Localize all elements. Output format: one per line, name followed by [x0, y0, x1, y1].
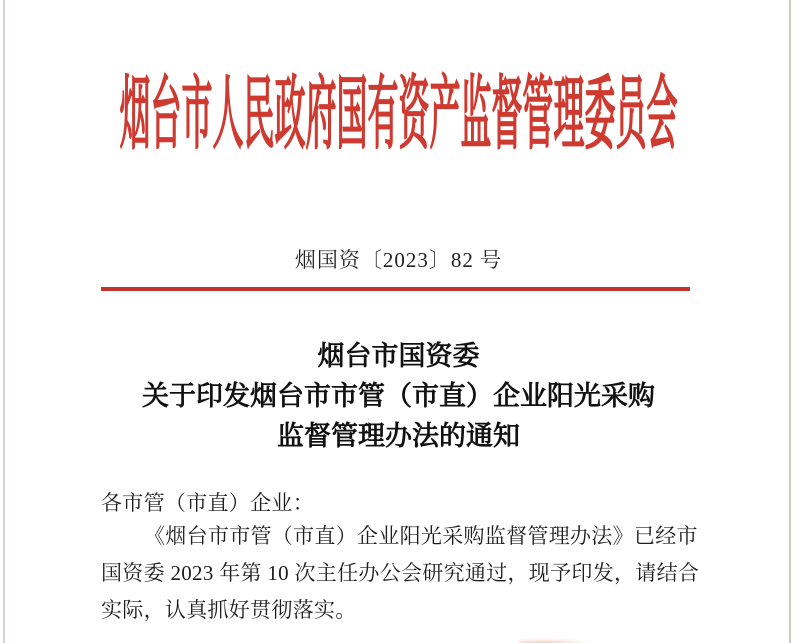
paragraph-line-2: 国资委 2023 年第 10 次主任办公会研究通过，现予印发，请结合 [101, 561, 700, 585]
letterhead-banner [0, 68, 797, 160]
body-paragraph [101, 518, 701, 629]
paragraph-line-3: 实际，认真抓好贯彻落实。 [101, 598, 357, 622]
paragraph-line-1: 《烟台市市管（市直）企业阳光采购监督管理办法》已经市 [144, 524, 698, 548]
salutation: 各市管（市直）企业： [101, 491, 314, 515]
title-line-2: 关于印发烟台市市管（市直）企业阳光采购 [142, 381, 655, 411]
red-divider-line [101, 287, 690, 291]
document-number: 烟国资〔2023〕82 号 [294, 248, 503, 272]
letterhead-text: 烟台市人民政府国有资产监督管理委员会 [119, 68, 678, 160]
title-line-1: 烟台市国资委 [317, 341, 480, 371]
title-line-3: 监督管理办法的通知 [277, 421, 520, 451]
document-title [0, 336, 797, 456]
official-seal-top-edge [518, 638, 630, 643]
